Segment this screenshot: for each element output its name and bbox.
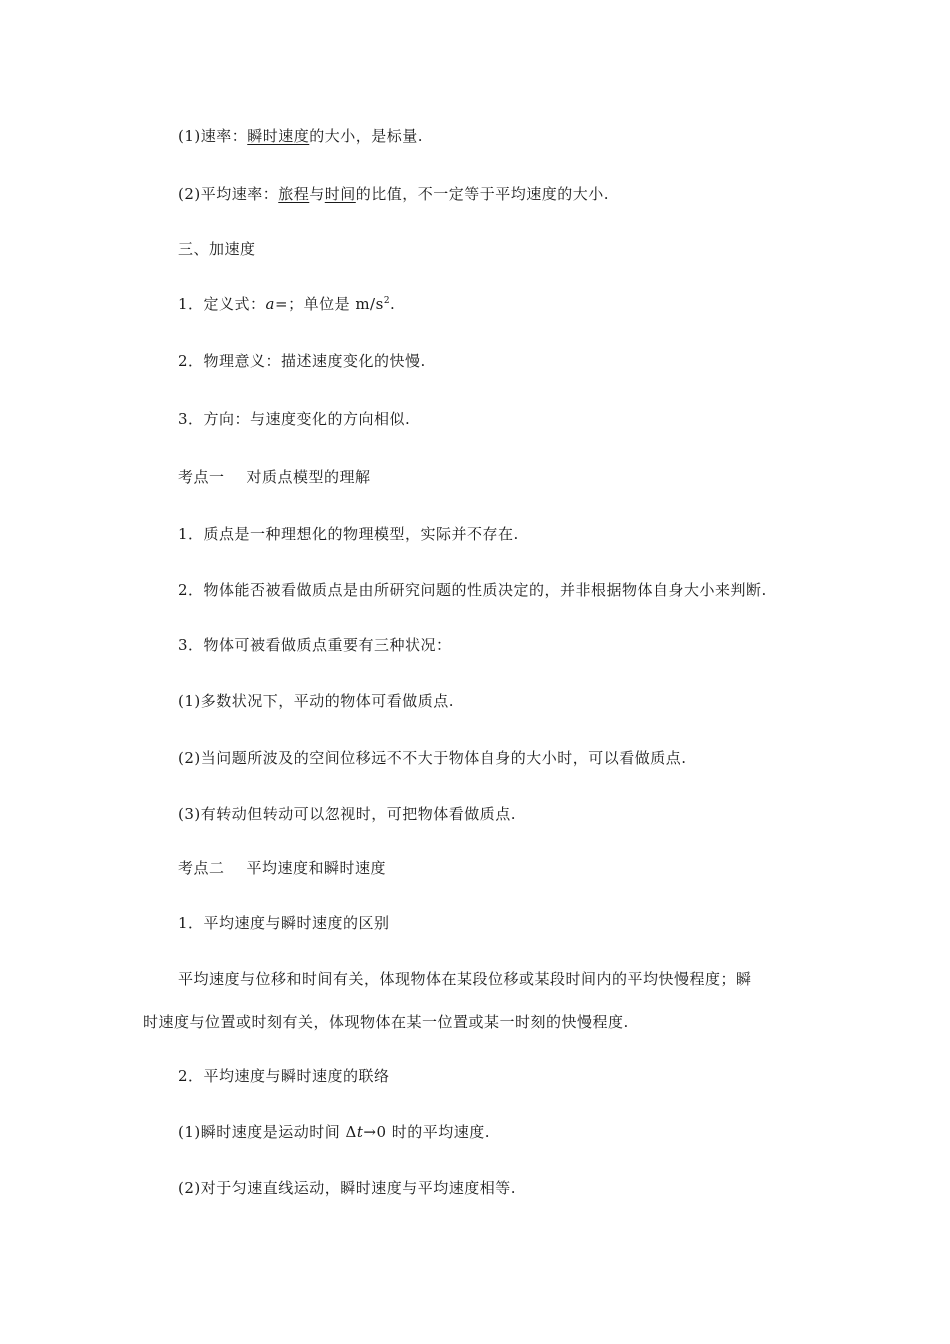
topic-label: 考点一 — [178, 468, 225, 486]
line-direction: 3．方向：与速度变化的方向相似. — [178, 410, 411, 428]
line-point-3: 3．物体可被看做质点重要有三种状况： — [178, 636, 452, 654]
underlined-term: 旅程 — [278, 185, 310, 203]
variable: t — [356, 1123, 364, 1141]
section-heading-acceleration: 三、加速度 — [178, 240, 256, 258]
text: (1)速率： — [178, 127, 248, 145]
text: 1．定义式： — [178, 295, 266, 313]
line-relation-title: 2．平均速度与瞬时速度的联络 — [178, 1067, 390, 1085]
underlined-term: 时间 — [324, 185, 356, 203]
topic-label: 考点二 — [178, 859, 225, 877]
text: (1)瞬时速度是运动时间 Δ — [178, 1123, 357, 1141]
line-case-1: (1)多数状况下，平动的物体可看做质点. — [178, 692, 455, 710]
topic-heading-1 — [178, 467, 371, 487]
superscript: 2 — [383, 296, 391, 306]
line-average-rate — [178, 184, 609, 204]
text: =；单位是 m/s — [275, 295, 384, 313]
line-relation-1 — [178, 1122, 490, 1142]
text: 与 — [309, 185, 325, 203]
variable: a — [265, 295, 275, 313]
line-difference-title: 1．平均速度与瞬时速度的区别 — [178, 914, 390, 932]
topic-heading-2 — [178, 858, 386, 878]
line-definition — [178, 294, 395, 314]
text: 的比值，不一定等于平均速度的大小. — [355, 185, 610, 203]
line-relation-2: (2)对于匀速直线运动，瞬时速度与平均速度相等. — [178, 1179, 517, 1197]
line-case-3: (3)有转动但转动可以忽视时，可把物体看做质点. — [178, 805, 517, 823]
line-case-2: (2)当问题所波及的空间位移远不不大于物体自身的大小时，可以看做质点. — [178, 749, 687, 767]
text: 的大小，是标量. — [309, 127, 424, 145]
text: . — [390, 295, 396, 313]
text: (2)平均速率： — [178, 185, 279, 203]
line-speed-rate — [178, 126, 423, 146]
topic-title: 平均速度和瞬时速度 — [246, 859, 387, 877]
text: →0 时的平均速度. — [363, 1123, 491, 1141]
paragraph-line-1: 平均速度与位移和时间有关，体现物体在某段位移或某段时间内的平均快慢程度；瞬 — [178, 970, 752, 988]
paragraph-line-2: 时速度与位置或时刻有关，体现物体在某一位置或某一时刻的快慢程度. — [143, 1013, 629, 1031]
line-point-1: 1．质点是一种理想化的物理模型，实际并不存在. — [178, 525, 519, 543]
underlined-term: 瞬时速度 — [247, 127, 310, 145]
topic-title: 对质点模型的理解 — [246, 468, 371, 486]
line-point-2: 2．物体能否被看做质点是由所研究问题的性质决定的，并非根据物体自身大小来判断. — [178, 581, 767, 599]
line-physical-meaning: 2．物理意义：描述速度变化的快慢. — [178, 352, 426, 370]
